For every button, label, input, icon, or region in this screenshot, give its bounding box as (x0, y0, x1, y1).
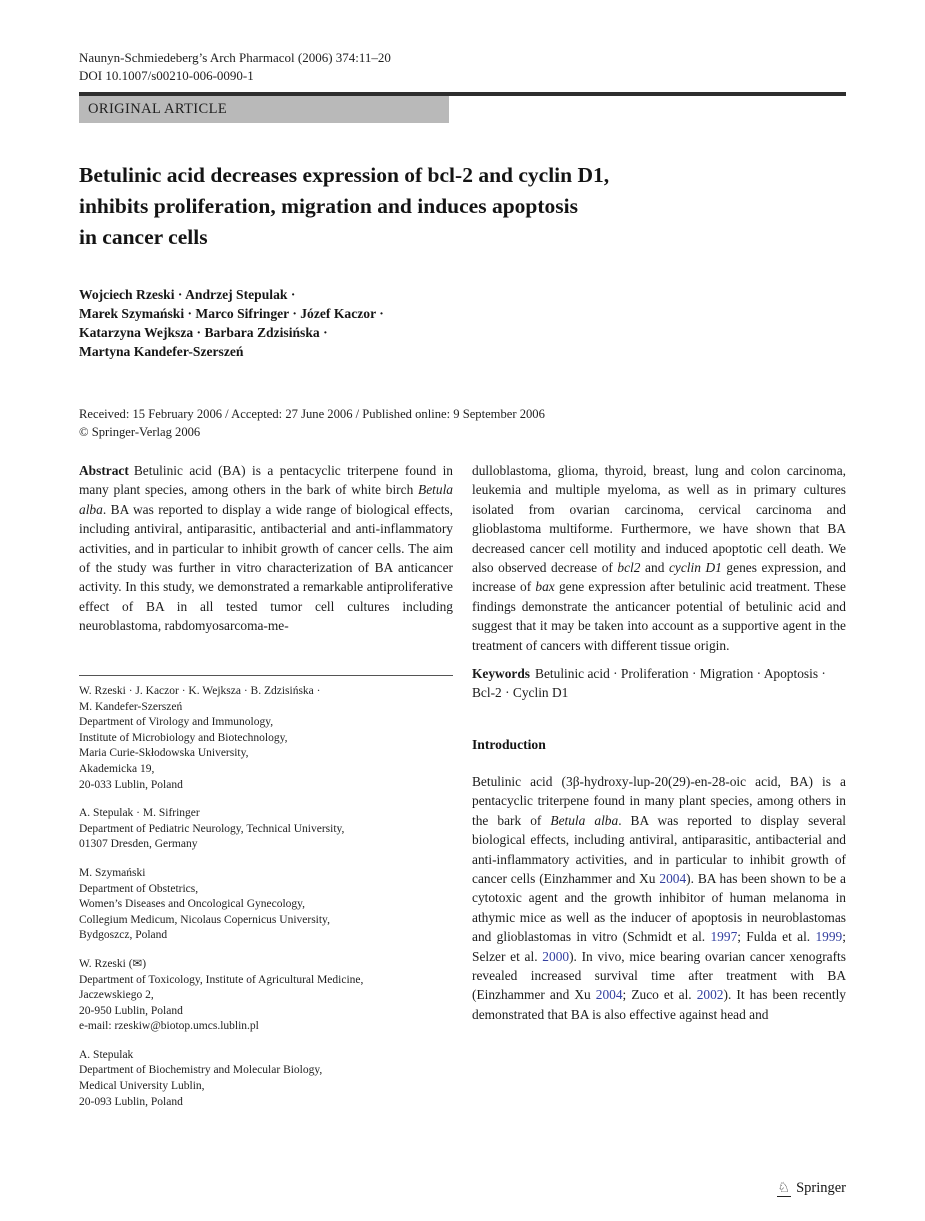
affiliation-block: A. Stepulak · M. Sifringer Department of Pediatric Neurology, Technical University, 01307 Dresden, Germany (79, 807, 345, 851)
received-accepted-line: Received: 15 February 2006 / Accepted: 27 June 2006 / Published online: 9 September 2006 (79, 407, 545, 421)
abstract-paragraph-left: Abstract Betulinic acid (BA) is a pentacyclic triterpene found in many plant species, among others in the bark of white birch Betula alba. BA was reported to display a wide range of biological effects, including antiviral, antiparasitic, antibacterial and anti-inflammatory activities, and in particular to inhibit growth of cancer cells. The aim of the study was further in vitro characterization of BA anticancer activity. In this study, we demonstrated a remarkable antiproliferative effect of BA in all tested tumor cell cultures including neuroblastoma, rabdomyosarcoma-me- (79, 463, 453, 634)
citation-year-link[interactable]: 1999 (815, 929, 843, 945)
publisher-name: Springer (796, 1180, 846, 1196)
section-heading-introduction: Introduction (472, 736, 546, 752)
copyright-line: © Springer-Verlag 2006 (79, 425, 201, 439)
affiliation-block: W. Rzeski (✉) Department of Toxicology, Institute of Agricultural Medicine, Jaczewskiego 2, 20-950 Lublin, Poland e-mail: rzeskiw@biotop.umcs.lublin.pl (79, 957, 364, 1033)
introduction-paragraph: Betulinic acid (3β-hydroxy-lup-20(29)-en-28-oic acid, BA) is a pentacyclic triterpene found in many plant species, among others in the bark of Betula alba. BA was reported to display several biological effects, including antiviral, antiparasitic, antibacterial and anti-inflammatory activities, and in particular to inhibit growth of cancer cells (Einzhammer and Xu 2004). BA has been shown to be a cytotoxic agent and the growth inhibitor of human melanoma in athymic mice as well as the inducer of apoptosis in neuroblastomas and glioblastomas in vitro (Schmidt et al. 1997; Fulda et al. 1999; Selzer et al. 2000). In vivo, mice bearing ovarian cancer xenografts revealed increased survival time after treatment with BA (Einzhammer and Xu 2004; Zuco et al. 2002). It has been recently demonstrated that BA is also effective against head and (472, 773, 847, 1022)
affiliation-block: W. Rzeski · J. Kaczor · K. Wejksza · B. Zdzisińska · M. Kandefer-Szerszeń Department of Virology and Immunology, Institute of Microbiology and Biotechnology, Maria Curie-Skłodowska University, Akademicka 19, 20-033 Lublin, Poland (79, 685, 321, 791)
publisher-logo (777, 1180, 847, 1197)
affiliation-block: A. Stepulak Department of Biochemistry and Molecular Biology, Medical University Lublin, 20-093 Lublin, Poland (79, 1048, 323, 1108)
citation-year-link[interactable]: 2004 (595, 987, 623, 1003)
affiliations-footnote (79, 675, 453, 1123)
citation-year-link[interactable]: 1997 (710, 929, 738, 945)
keywords-line: Keywords Betulinic acid · Proliferation · Migration · Apoptosis · Bcl-2 · Cyclin D1 (472, 666, 826, 701)
springer-knight-icon: ♘ (777, 1179, 791, 1196)
doi-line: DOI 10.1007/s00210-006-0090-1 (79, 68, 254, 83)
left-column (79, 461, 453, 636)
citation-year-link[interactable]: 2004 (659, 870, 687, 886)
footnote-rule (79, 675, 453, 676)
citation-year-link[interactable]: 2000 (542, 948, 570, 964)
author-list: Wojciech Rzeski · Andrzej Stepulak · Marek Szymański · Marco Sifringer · Józef Kaczor · Katarzyna Wejksza · Barbara Zdzisińska · Martyna Kandefer-Szerszeń (79, 287, 384, 359)
right-column (472, 461, 846, 1024)
page-header (79, 49, 391, 85)
citation-year-link[interactable]: 2002 (696, 987, 724, 1003)
publication-dates (79, 405, 545, 441)
article-type-badge (79, 96, 449, 123)
abstract-paragraph-right: dulloblastoma, glioma, thyroid, breast, lung and colon carcinoma, leukemia and multiple myeloma, as well as in primary cultures isolated from ovarian carcinoma, cervical carcinoma and glioblastoma multiforme. Furthermore, we have shown that BA decreased cancer cell motility and induced apoptotic cell death. We also observed decrease of bcl2 and cyclin D1 genes expression, and increase of bax gene expression after betulinic acid treatment. These findings demonstrate the anticancer potential of betulinic acid and suggest that it may be taken into account as a supportive agent in the treatment of cancers with different tissue origin. (472, 463, 846, 653)
article-title: Betulinic acid decreases expression of bcl-2 and cyclin D1, inhibits proliferation, migration and induces apoptosis in cancer cells (79, 163, 610, 249)
article-type-label: ORIGINAL ARTICLE (88, 101, 228, 117)
affiliation-block: M. Szymański Department of Obstetrics, Women’s Diseases and Oncological Gynecology, Collegium Medicum, Nicolaus Copernicus University, Bydgoszcz, Poland (79, 866, 330, 942)
journal-citation: Naunyn-Schmiedeberg’s Arch Pharmacol (2006) 374:11–20 (79, 50, 391, 65)
